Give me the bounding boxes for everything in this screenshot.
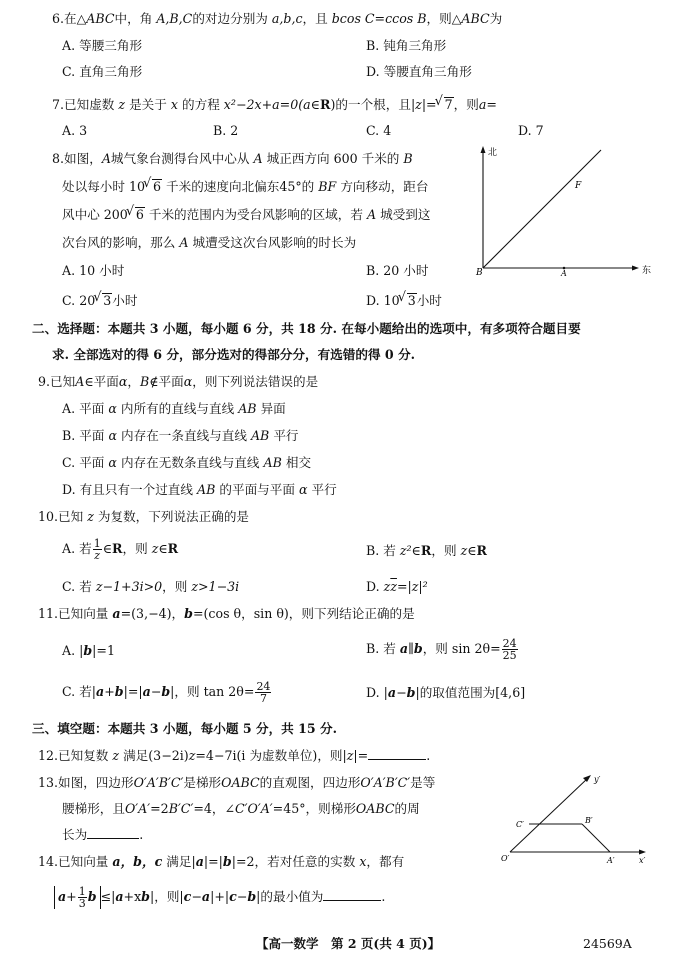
q8-option-c: C. 20 √ 3小时	[62, 292, 137, 310]
q8-line-4: 次台风的影响，那么 A 城遭受这次台风影响的时长为	[62, 235, 357, 250]
q10-option-a: A. 若 $\frac{1}{z}$ ∈R，则 z∈R	[62, 537, 179, 562]
b-label: B	[476, 268, 483, 278]
q6-option-c: C. 直角三角形	[62, 64, 143, 79]
q10-option-c: C. 若 z−1+3i>0，则 z>1−3i	[62, 579, 240, 594]
x-arrow-icon	[639, 850, 646, 855]
q7-option-a: A. 3	[62, 123, 88, 138]
q6-stem: 6.在△ABC中，角 A,B,C的对边分别为 a,b,c，且 bcos C=ccos B，则△ABC为	[52, 11, 503, 26]
section-3-heading: 三、填空题：本题共 3 小题，每小题 5 分，共 15 分.	[32, 721, 338, 736]
q11-option-a: A. |b|=1	[62, 643, 115, 658]
q7-option-b: B. 2	[213, 123, 239, 138]
q8-figure	[472, 142, 662, 282]
q8-option-a: A. 10 小时	[62, 263, 125, 278]
a-label: A	[561, 269, 567, 278]
east-arrow-icon	[632, 266, 639, 271]
a-label: A′	[607, 856, 615, 865]
q12-stem: 12.已知复数 z 满足(3−2i)z=4−7i(i 为虚数单位)，则|z|= .	[38, 748, 431, 763]
y-axis	[510, 778, 588, 852]
q12-answer-blank[interactable]	[368, 747, 426, 760]
q8-line-1: 8.如图，A城气象台测得台风中心从 A 城正西方向 600 千米的 B	[52, 151, 413, 166]
paper-code: 24569A	[583, 936, 632, 951]
q13-line-3: 长为 .	[62, 827, 144, 842]
q9-stem: 9.已知A∈平面α，B∉平面α，则下列说法错误的是	[38, 374, 319, 389]
c-label: C′	[516, 820, 524, 829]
f-label: F	[575, 181, 582, 191]
q7-option-c: C. 4	[366, 123, 392, 138]
q8-option-b: B. 20 小时	[366, 263, 429, 278]
q11-option-d: D. |a−b|的取值范围为[4,6]	[366, 685, 526, 700]
q8-line-3: 风中心 200 √ 6 千米的范围内为受台风影响的区域，若 A 城受到这	[62, 206, 430, 224]
east-label: 东	[642, 266, 652, 276]
north-arrow-icon	[481, 146, 486, 153]
q14-line-1: 14.已知向量 a，b，c 满足|a|=|b|=2，若对任意的实数 x，都有	[38, 854, 405, 869]
q13-answer-blank[interactable]	[87, 826, 139, 839]
y-label: y′	[594, 775, 601, 784]
q9-option-a: A. 平面 α 内所有的直线与直线 AB 异面	[62, 401, 286, 416]
section-2-heading-cont: 求. 全部选对的得 6 分，部分选对的得部分分，有选错的得 0 分.	[52, 347, 416, 362]
q13-figure	[496, 770, 661, 870]
q6-option-a: A. 等腰三角形	[62, 38, 143, 53]
q9-option-b: B. 平面 α 内存在一条直线与直线 AB 平行	[62, 428, 299, 443]
path-bf	[483, 150, 601, 268]
page-footer: 【高一数学 第 2 页(共 4 页)】	[256, 936, 441, 951]
q10-stem: 10.已知 z 为复数，下列说法正确的是	[38, 509, 250, 524]
q11-option-b: B. 若 a∥b，则 sin 2θ= $\frac{24}{25}$	[366, 637, 517, 662]
q6-option-b: B. 钝角三角形	[366, 38, 447, 53]
q11-stem: 11.已知向量 a=(3,−4)，b=(cos θ，sin θ)，则下列结论正确的是	[38, 606, 415, 621]
q10-option-b: B. 若 z²∈R，则 z∈R	[366, 543, 487, 558]
q9-option-c: C. 平面 α 内存在无数条直线与直线 AB 相交	[62, 455, 312, 470]
q13-line-1: 13.如图，四边形O′A′B′C′是梯形OABC的直观图，四边形O′A′B′C′是等	[38, 775, 436, 790]
q11-option-c: C. 若|a+b|=|a−b|，则 tan 2θ= $\frac{24}{7}$	[62, 680, 271, 705]
q8-line-2: 处以每小时 10 √ 6 千米的速度向北偏东45°的 BF 方向移动，距台	[62, 178, 428, 196]
b-label: B′	[585, 816, 593, 825]
q7-stem: 7.已知虚数 z 是关于 x 的方程 x²−2x+a=0(a∈R)的一个根，且|z|= √ 7，则a=	[52, 96, 497, 114]
north-label: 北	[488, 148, 498, 158]
edge-ba	[582, 824, 610, 852]
q13-line-2: 腰梯形，且O′A′=2B′C′=4，∠C′O′A′=45°，则梯形OABC的周	[62, 801, 420, 816]
q10-option-d: D. $z\overline{z}=|z|^2$	[366, 579, 428, 594]
section-2-heading: 二、选择题：本题共 3 小题，每小题 6 分，共 18 分. 在每小题给出的选项中，有多项符合题目要	[32, 321, 581, 336]
q9-option-d: D. 有且只有一个过直线 AB 的平面与平面 α 平行	[62, 482, 337, 497]
o-label: O′	[501, 854, 510, 863]
q8-option-d: D. 10 √ 3小时	[366, 292, 442, 310]
q7-option-d: D. 7	[518, 123, 544, 138]
q14-answer-blank[interactable]	[323, 888, 381, 901]
x-label: x′	[639, 856, 646, 865]
q14-line-2: a+ $\frac{1}{3}$ b ≤|a+xb|，则|c−a|+|c−b|的最小值为 .	[54, 886, 385, 909]
q6-option-d: D. 等腰直角三角形	[366, 64, 472, 79]
